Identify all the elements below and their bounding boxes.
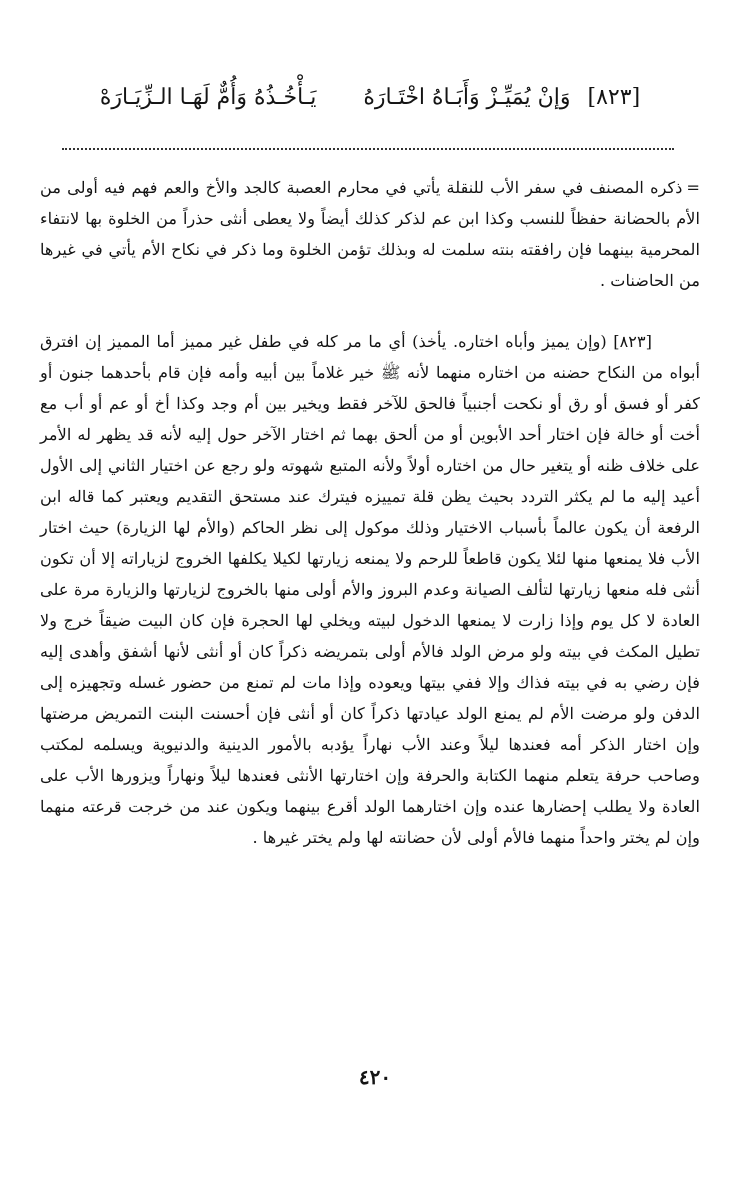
verse-number: [٨٢٣] xyxy=(587,85,641,110)
continuation-mark: = xyxy=(686,178,700,197)
verse-hemistich-first: وَإنْ يُمَيِّـزْ وَأَبَـاهُ اخْتَـارَهُ xyxy=(363,85,571,110)
commentary-paragraph: [٨٢٣] (وإن يميز وأباه اختاره. يأخذ) أي ما مر كله في طفل غير مميز أما المميز إن افترق أبواه من النكاح حضنه من اختاره منهما لأنه ﷺ خير غلاماً بين أبيه وأمه فإن قام بأحدهما جنون أو كفر أو فسق أو رق أو نكحت أجنبياً فالحق للآخر فقط ويخير بين أم وجد وكذا أخ أو عم أو أب مع أخت أو خالة فإن اختار أحد الأبوين أو من ألحق بهما ثم اختار الآخر حول إليه لأنه قد يظهر له الأمر على خلاف ظنه أو يتغير حال من اختاره أولاً ولأنه المتبع شهوته ولو رجع عن اختيار الثاني إلى الأول أعيد إليه ما لم يكثر التردد بحيث يظن قلة تمييزه فيترك عند مستحق التقديم ويعتبر كما قاله ابن الرفعة أن يكون عالماً بأسباب الاختيار وذلك موكول إلى نظر الحاكم (والأم لها الزيارة) حيث اختار الأب فلا يمنعها منها لئلا يكون قاطعاً للرحم ولا يمنعه زيارتها لكيلا يكلفها الخروج لزياراته إلا أن تكون أنثى فله منعها زيارتها لتألف الصيانة وعدم البروز والأم أولى منها بالخروج لزيارتها والزيارة مرة على العادة لا كل يوم وإذا زارت لا يمنعها الدخول لبيته ويخلي لها الحجرة فإن كان البيت ضيقاً خرج ولا تطيل المكث في بيته ولو مرض الولد فالأم أولى بتمريضه ذكراً كان أو أنثى لأنها أشفق وأهدى إليه فإن رضي به في بيته فذاك وإلا ففي بيتها ويعوده وإذا مات لم تمنع من حضور غسله وتجهيزه إلى الدفن ولو مرضت الأم لم يمنع الولد عيادتها ذكراً كان أو أنثى فإن أحسنت البنت التمريض مرضتها وإن اختار الذكر أمه فعندها ليلاً وعند الأب نهاراً يؤدبه بالأمور الدينية والدنيوية ويسلمه لمكتب وصاحب حرفة يتعلم منهما الكتابة والحرفة وإن اختارتها الأنثى فعندها ليلاً ونهاراً ويزورها الأب على العادة ولا يطلب إحضارها عنده وإن اختارهما الولد أقرع بينهما ويكون عند من خرجت قرعته منهما وإن لم يختر واحداً منهما فالأم أولى لأن حضانته لها ولم يختر غيرها . xyxy=(40,332,700,847)
verse-hemistich-second: يَـأْخُـذُهُ وَأُمٌّ لَهَـا الـزِّيَـارَهْ xyxy=(99,85,317,110)
page-number: ٤٢٠ xyxy=(358,1065,392,1089)
note-paragraph xyxy=(40,172,700,296)
verse-line xyxy=(40,82,700,114)
dotted-divider xyxy=(62,148,674,150)
note-text: ذكره المصنف في سفر الأب للنقلة يأتي في محارم العصبة كالجد والأخ والعم فهم فيه أولى من الأم بالحضانة حفظاً للنسب وكذا ابن عم لذكر كذلك أيضاً ولا يعطى أنثى حذراً من الخلوة بها لانتفاء المحرمية بينهما فإن رافقته بنته سلمت له وبذلك تؤمن الخلوة وما ذكر في نكاح الأم يأتي في غيرها من الحاضنات . xyxy=(40,178,700,290)
